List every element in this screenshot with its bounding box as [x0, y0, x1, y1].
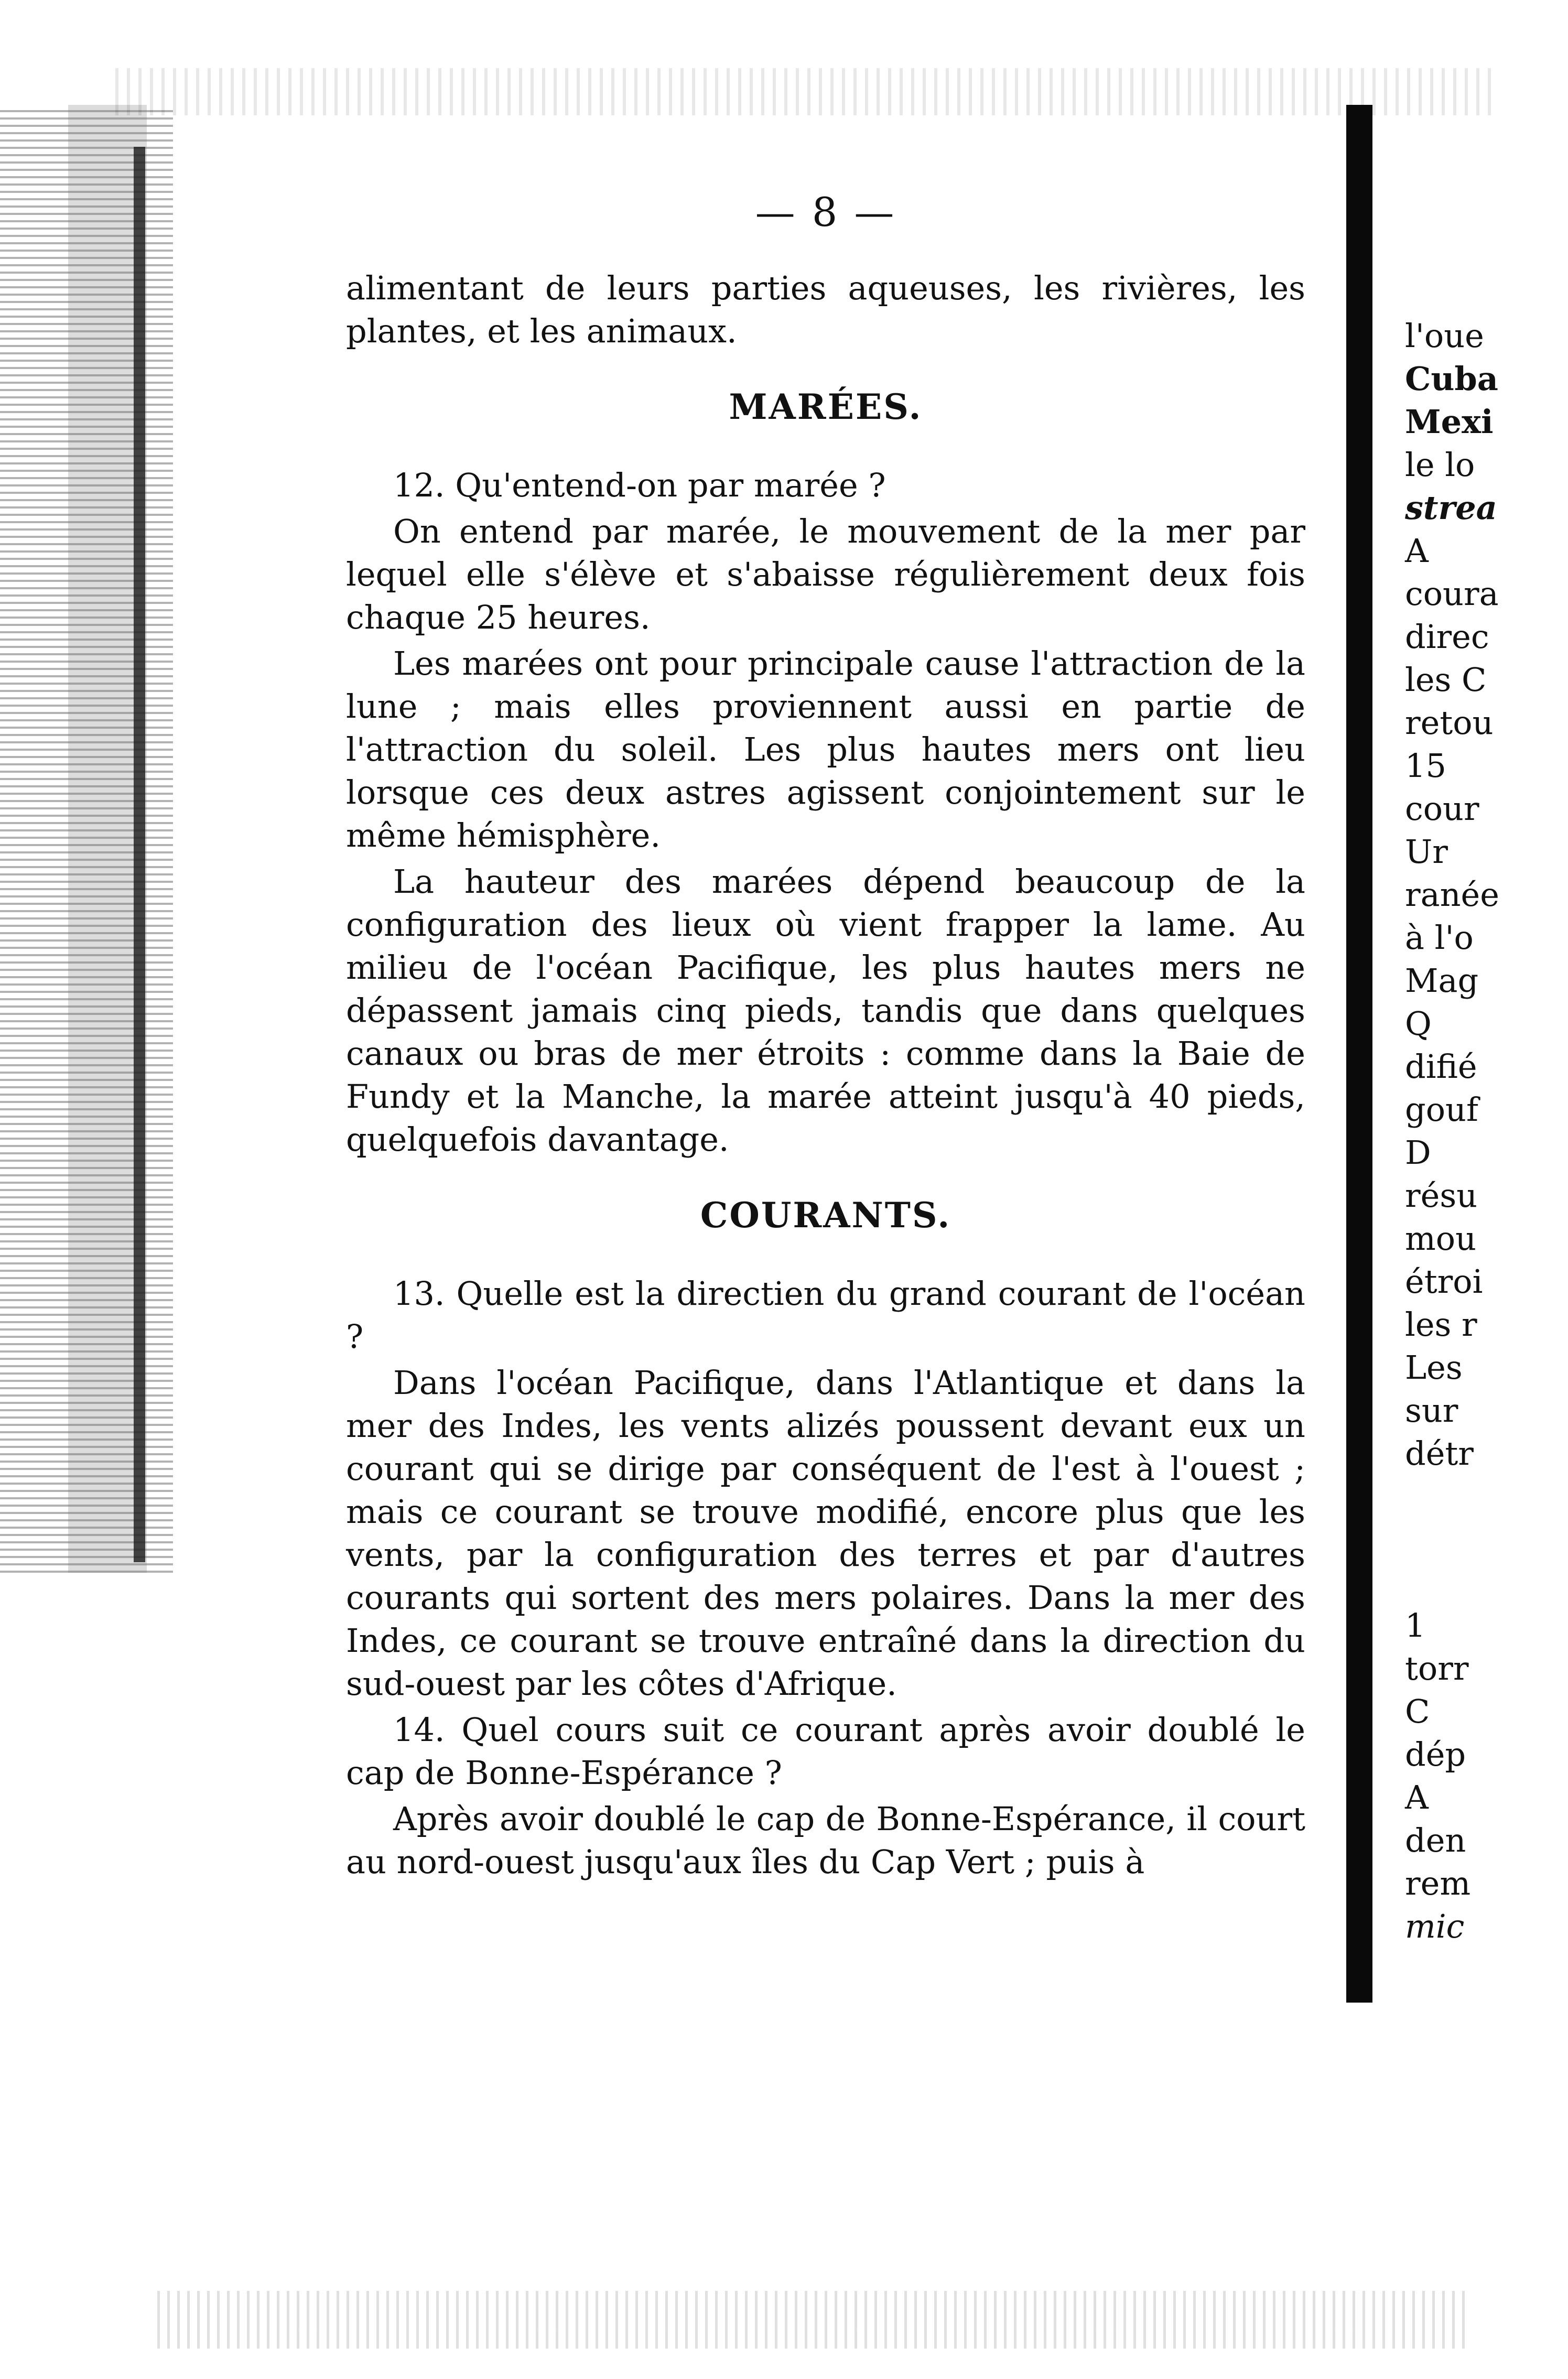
fragment-line: coura — [1405, 575, 1499, 613]
fragment-line: sur — [1405, 1391, 1458, 1430]
fragment-line: retou — [1405, 704, 1494, 742]
page-number: — 8 — — [755, 189, 896, 235]
scan-edge-bottom-noise — [157, 2291, 1468, 2349]
fragment-line: Mag — [1405, 961, 1479, 1000]
page-body — [346, 189, 1305, 1884]
fragment-line: résu — [1405, 1176, 1478, 1215]
fragment-line: den — [1405, 1821, 1466, 1859]
fragment-line: 15 — [1405, 747, 1446, 785]
fragment-line: 1 — [1405, 1606, 1426, 1645]
adjacent-page-fragments — [1405, 315, 1562, 1948]
section-heading-courants: COURANTS. — [700, 1195, 951, 1236]
fragment-line: l'oue — [1405, 317, 1484, 355]
answer-paragraph: On entend par marée, le mouvement de la mer par lequel elle s'élève et s'abaisse régulièrement deux fois chaque 25 heures. — [346, 512, 1305, 636]
fragment-line: Les — [1405, 1348, 1463, 1387]
section-heading-marees: MARÉES. — [729, 386, 923, 427]
fragment-line — [1405, 1518, 1562, 1561]
fragment-line: cour — [1405, 790, 1479, 828]
fragment-line: mic — [1405, 1907, 1465, 1945]
fragment-line: ranée — [1405, 875, 1499, 914]
fragment-line: C — [1405, 1692, 1430, 1731]
fragment-line: le lo — [1405, 446, 1475, 484]
fragment-line: Ur — [1405, 832, 1448, 871]
answer-paragraph: Dans l'océan Pacifique, dans l'Atlantique et dans la mer des Indes, les vents alizés poussent devant eux un courant qui se dirige par conséquent de l'est à l'ouest ; mais ce courant se trouve modifié, encore plus que les vents, par la configuration des terres et par d'autres courants qui sortent des mers polaires. Dans la mer des Indes, ce courant se trouve entraîné dans la direction du sud-ouest par les côtes d'Afrique. — [346, 1364, 1305, 1703]
fragment-line: Q — [1405, 1004, 1432, 1043]
fragment-line: D — [1405, 1133, 1431, 1172]
fragment-line: mou — [1405, 1219, 1477, 1258]
fragment-line: les r — [1405, 1305, 1477, 1344]
fragment-line: difié — [1405, 1047, 1477, 1086]
fragment-line — [1405, 1561, 1562, 1604]
intro-paragraph: alimentant de leurs parties aqueuses, les rivières, les plantes, et les animaux. — [346, 269, 1305, 350]
fragment-line: A — [1405, 532, 1429, 570]
fragment-line: les C — [1405, 661, 1487, 699]
fragment-line: Mexi — [1405, 403, 1494, 441]
book-binding-shadow — [0, 105, 173, 1573]
question-14: 14. Quel cours suit ce courant après avoir doublé le cap de Bonne-Espérance ? — [346, 1711, 1305, 1792]
fragment-line: rem — [1405, 1864, 1471, 1902]
fragment-line: gouf — [1405, 1090, 1478, 1129]
scan-edge-top-noise — [115, 68, 1499, 115]
answer-paragraph: La hauteur des marées dépend beaucoup de la configuration des lieux où vient frapper la lame. Au milieu de l'océan Pacifique, les plus hautes mers ne dépassent jamais cinq pieds, tandis que dans quelques canaux ou bras de mer étroits : comme dans la Baie de Fundy et la Manche, la marée atteint jusqu'à 40 pieds, quelquefois davantage. — [346, 862, 1305, 1159]
fragment-line: à l'o — [1405, 918, 1474, 957]
fragment-line: dép — [1405, 1735, 1466, 1774]
fragment-line: torr — [1405, 1649, 1469, 1688]
fragment-line: Cuba — [1405, 360, 1498, 398]
page-gutter-shadow — [1346, 105, 1372, 2003]
fragment-line: strea — [1405, 489, 1497, 527]
question-12: 12. Qu'entend-on par marée ? — [393, 466, 886, 504]
binding-edge-line — [134, 147, 145, 1562]
fragment-line: étroi — [1405, 1262, 1483, 1301]
fragment-line: détr — [1405, 1434, 1474, 1473]
fragment-line: direc — [1405, 618, 1489, 656]
answer-paragraph: Les marées ont pour principale cause l'attraction de la lune ; mais elles proviennent aussi en partie de l'attraction du soleil. Les plus hautes mers ont lieu lorsque ces deux astres agissent conjointement sur le même hémisphère. — [346, 644, 1305, 855]
fragment-line: A — [1405, 1778, 1429, 1816]
question-13: 13. Quelle est la directien du grand courant de l'océan ? — [346, 1274, 1305, 1356]
fragment-line — [1405, 1475, 1562, 1518]
answer-paragraph: Après avoir doublé le cap de Bonne-Espérance, il court au nord-ouest jusqu'aux îles du Cap Vert ; puis à — [346, 1800, 1305, 1881]
